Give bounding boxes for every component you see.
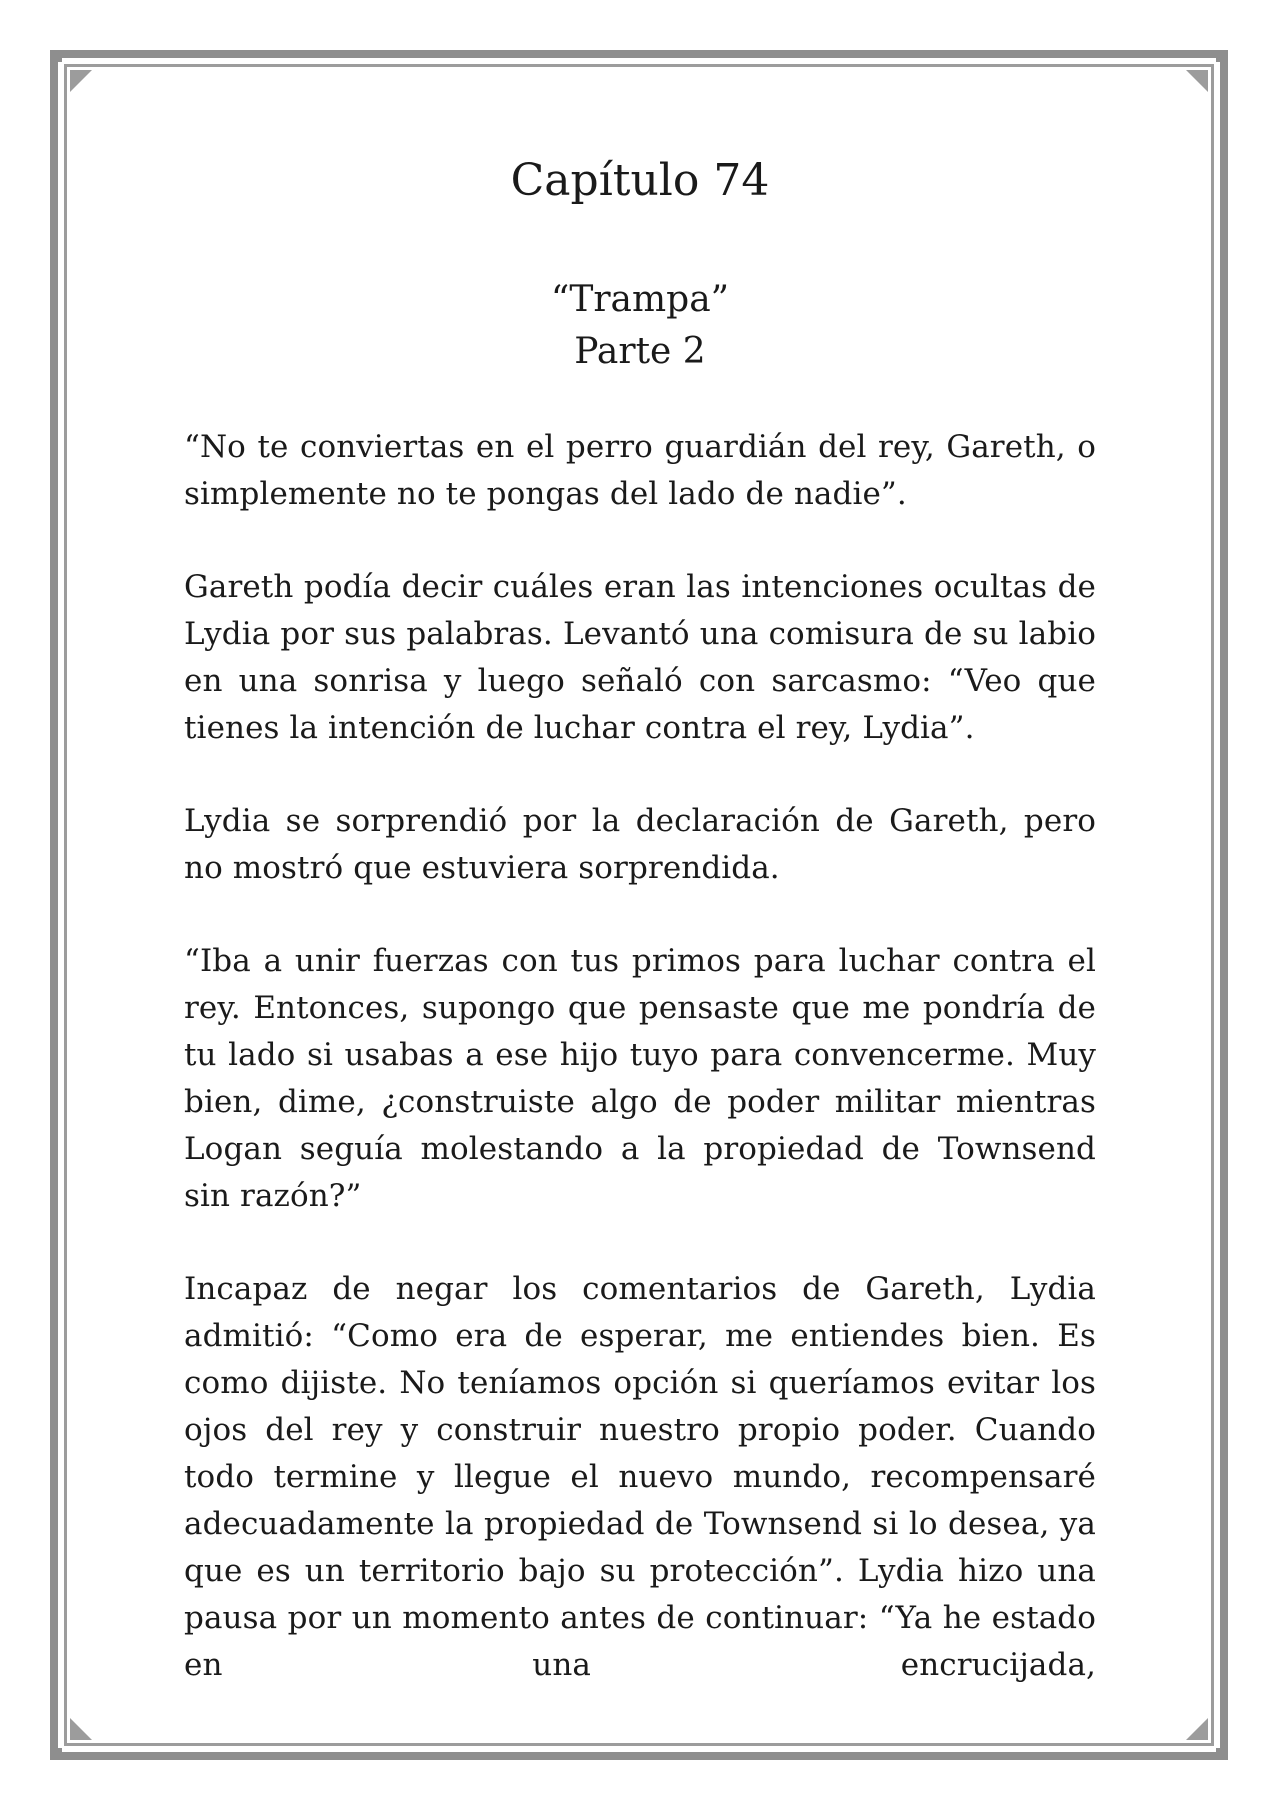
- paragraph: Lydia se sorprendió por la declaración de Gareth, pero no mostró que estuviera sorprendida.: [184, 803, 1096, 886]
- page-content: [184, 150, 1096, 1735]
- chapter-subtitle-block: [184, 274, 1096, 378]
- paragraph: Gareth podía decir cuáles eran las intenciones ocultas de Lydia por sus palabras. Levantó una comisura de su labio en una sonrisa y luego señaló con sarcasmo: “Veo que tienes la intención de luchar contra el rey, Lydia”.: [184, 569, 1096, 746]
- paragraph: Incapaz de negar los comentarios de Gareth, Lydia admitió: “Como era de esperar, me entiendes bien. Es como dijiste. No teníamos opción si queríamos evitar los ojos del rey y construir nuestro propio poder. Cuando todo termine y llegue el nuevo mundo, recompensaré adecuadamente la propiedad de Townsend si lo desea, ya que es un territorio bajo su protección”. Lydia hizo una pausa por un momento antes de continuar: “Ya he estado en una encrucijada,: [184, 1271, 1096, 1683]
- corner-ornament-top-right: [1216, 50, 1228, 62]
- chapter-part: Parte 2: [574, 331, 706, 372]
- body-text: [184, 424, 1096, 1689]
- corner-triangle-top-right: [1186, 70, 1208, 92]
- corner-ornament-top-left: [50, 50, 62, 62]
- chapter-subtitle: “Trampa”: [550, 279, 730, 320]
- corner-ornament-bottom-right: [1216, 1748, 1228, 1760]
- paragraph: “No te conviertas en el perro guardián del rey, Gareth, o simplemente no te pongas del lado de nadie”.: [184, 429, 1096, 512]
- corner-ornament-bottom-left: [50, 1748, 62, 1760]
- chapter-title: Capítulo 74: [510, 155, 770, 206]
- corner-triangle-bottom-left: [70, 1718, 92, 1740]
- corner-triangle-bottom-right: [1186, 1718, 1208, 1740]
- corner-triangle-top-left: [70, 70, 92, 92]
- paragraph: “Iba a unir fuerzas con tus primos para luchar contra el rey. Entonces, supongo que pensaste que me pondría de tu lado si usabas a ese hijo tuyo para convencerme. Muy bien, dime, ¿construiste algo de poder militar mientras Logan seguía molestando a la propiedad de Townsend sin razón?”: [184, 943, 1096, 1214]
